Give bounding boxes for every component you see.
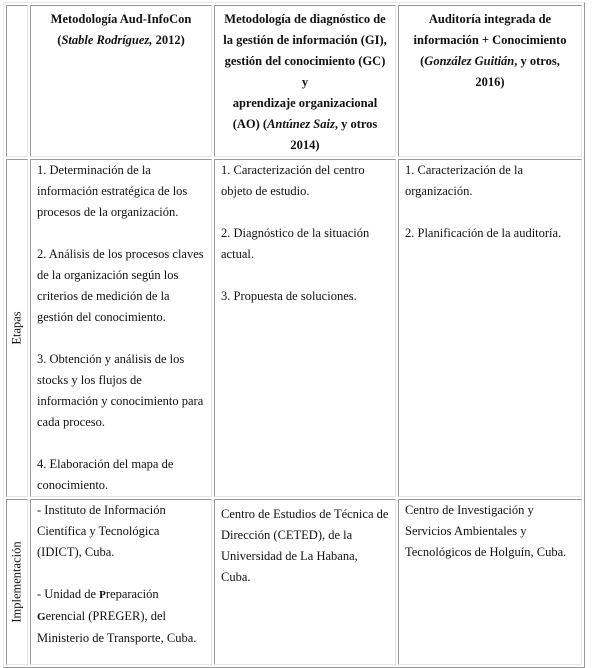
header-auditoria-integrada: [398, 5, 582, 157]
header-row: [6, 5, 582, 157]
step: 3. Propuesta de soluciones.: [221, 289, 357, 303]
implementacion-row: [6, 499, 582, 665]
header-line: Metodología de diagnóstico de: [224, 12, 386, 26]
implementation-item: - Unidad de Preparación Gerencial (PREGER), del Ministerio de Transporte, Cuba.: [37, 587, 197, 645]
step: 2. Diagnóstico de la situación actual.: [221, 226, 370, 261]
etapas-aud-infocon: [30, 159, 212, 497]
etapas-row: [6, 159, 582, 497]
header-gi-gc-ao: [214, 5, 396, 157]
header-aud-infocon: [30, 5, 212, 157]
header-empty-cell: [6, 5, 28, 157]
etapas-auditoria-integrada: [398, 159, 582, 497]
methodology-comparison-table: [3, 2, 585, 668]
step: 1. Caracterización de la organización.: [405, 163, 523, 198]
header-citation: (Stable Rodríguez, 2012): [57, 33, 185, 47]
header-title: Metodología Aud-InfoCon: [50, 12, 192, 26]
step: 4. Elaboración del mapa de conocimiento.: [37, 457, 174, 492]
etapas-gi-gc-ao: [214, 159, 396, 497]
step: 2. Planificación de la auditoría.: [405, 226, 562, 240]
implementation-item: Centro de Estudios de Técnica de Dirección (CETED), de la Universidad de La Habana, Cuba.: [221, 507, 389, 584]
step: 1. Determinación de la información estratégica de los procesos de la organización.: [37, 163, 188, 219]
implementacion-gi-gc-ao: [214, 499, 396, 665]
step: 3. Obtención y análisis de los stocks y los flujos de información y conocimiento para cada proceso.: [37, 352, 204, 429]
step: 2. Análisis de los procesos claves de la organización según los criterios de medición de la gestión del conocimiento.: [37, 247, 204, 324]
implementacion-auditoria-integrada: [398, 499, 582, 665]
header-line: gestión del conocimiento (GC) y: [224, 54, 386, 89]
header-year: 2014): [290, 138, 320, 152]
implementation-item: Centro de Investigación y Servicios Ambientales y Tecnológicos de Holguín, Cuba.: [405, 503, 567, 559]
header-citation: (AO) (Antúnez Saiz, y otros: [232, 117, 378, 131]
header-citation: (González Guitián, y otros, 2016): [420, 54, 560, 89]
implementacion-aud-infocon: [30, 499, 212, 665]
row-label-implementacion: Implementación: [6, 499, 28, 665]
step: 1. Caracterización del centro objeto de estudio.: [221, 163, 365, 198]
header-line: Auditoría integrada de: [428, 12, 552, 26]
header-line: información + Conocimiento: [413, 33, 567, 47]
row-label-etapas: Etapas: [6, 159, 28, 497]
header-line: la gestión de información (GI),: [223, 33, 387, 47]
implementation-item: - Instituto de Información Científica y Tecnológica (IDICT), Cuba.: [37, 503, 166, 559]
header-line: aprendizaje organizacional: [232, 96, 378, 110]
